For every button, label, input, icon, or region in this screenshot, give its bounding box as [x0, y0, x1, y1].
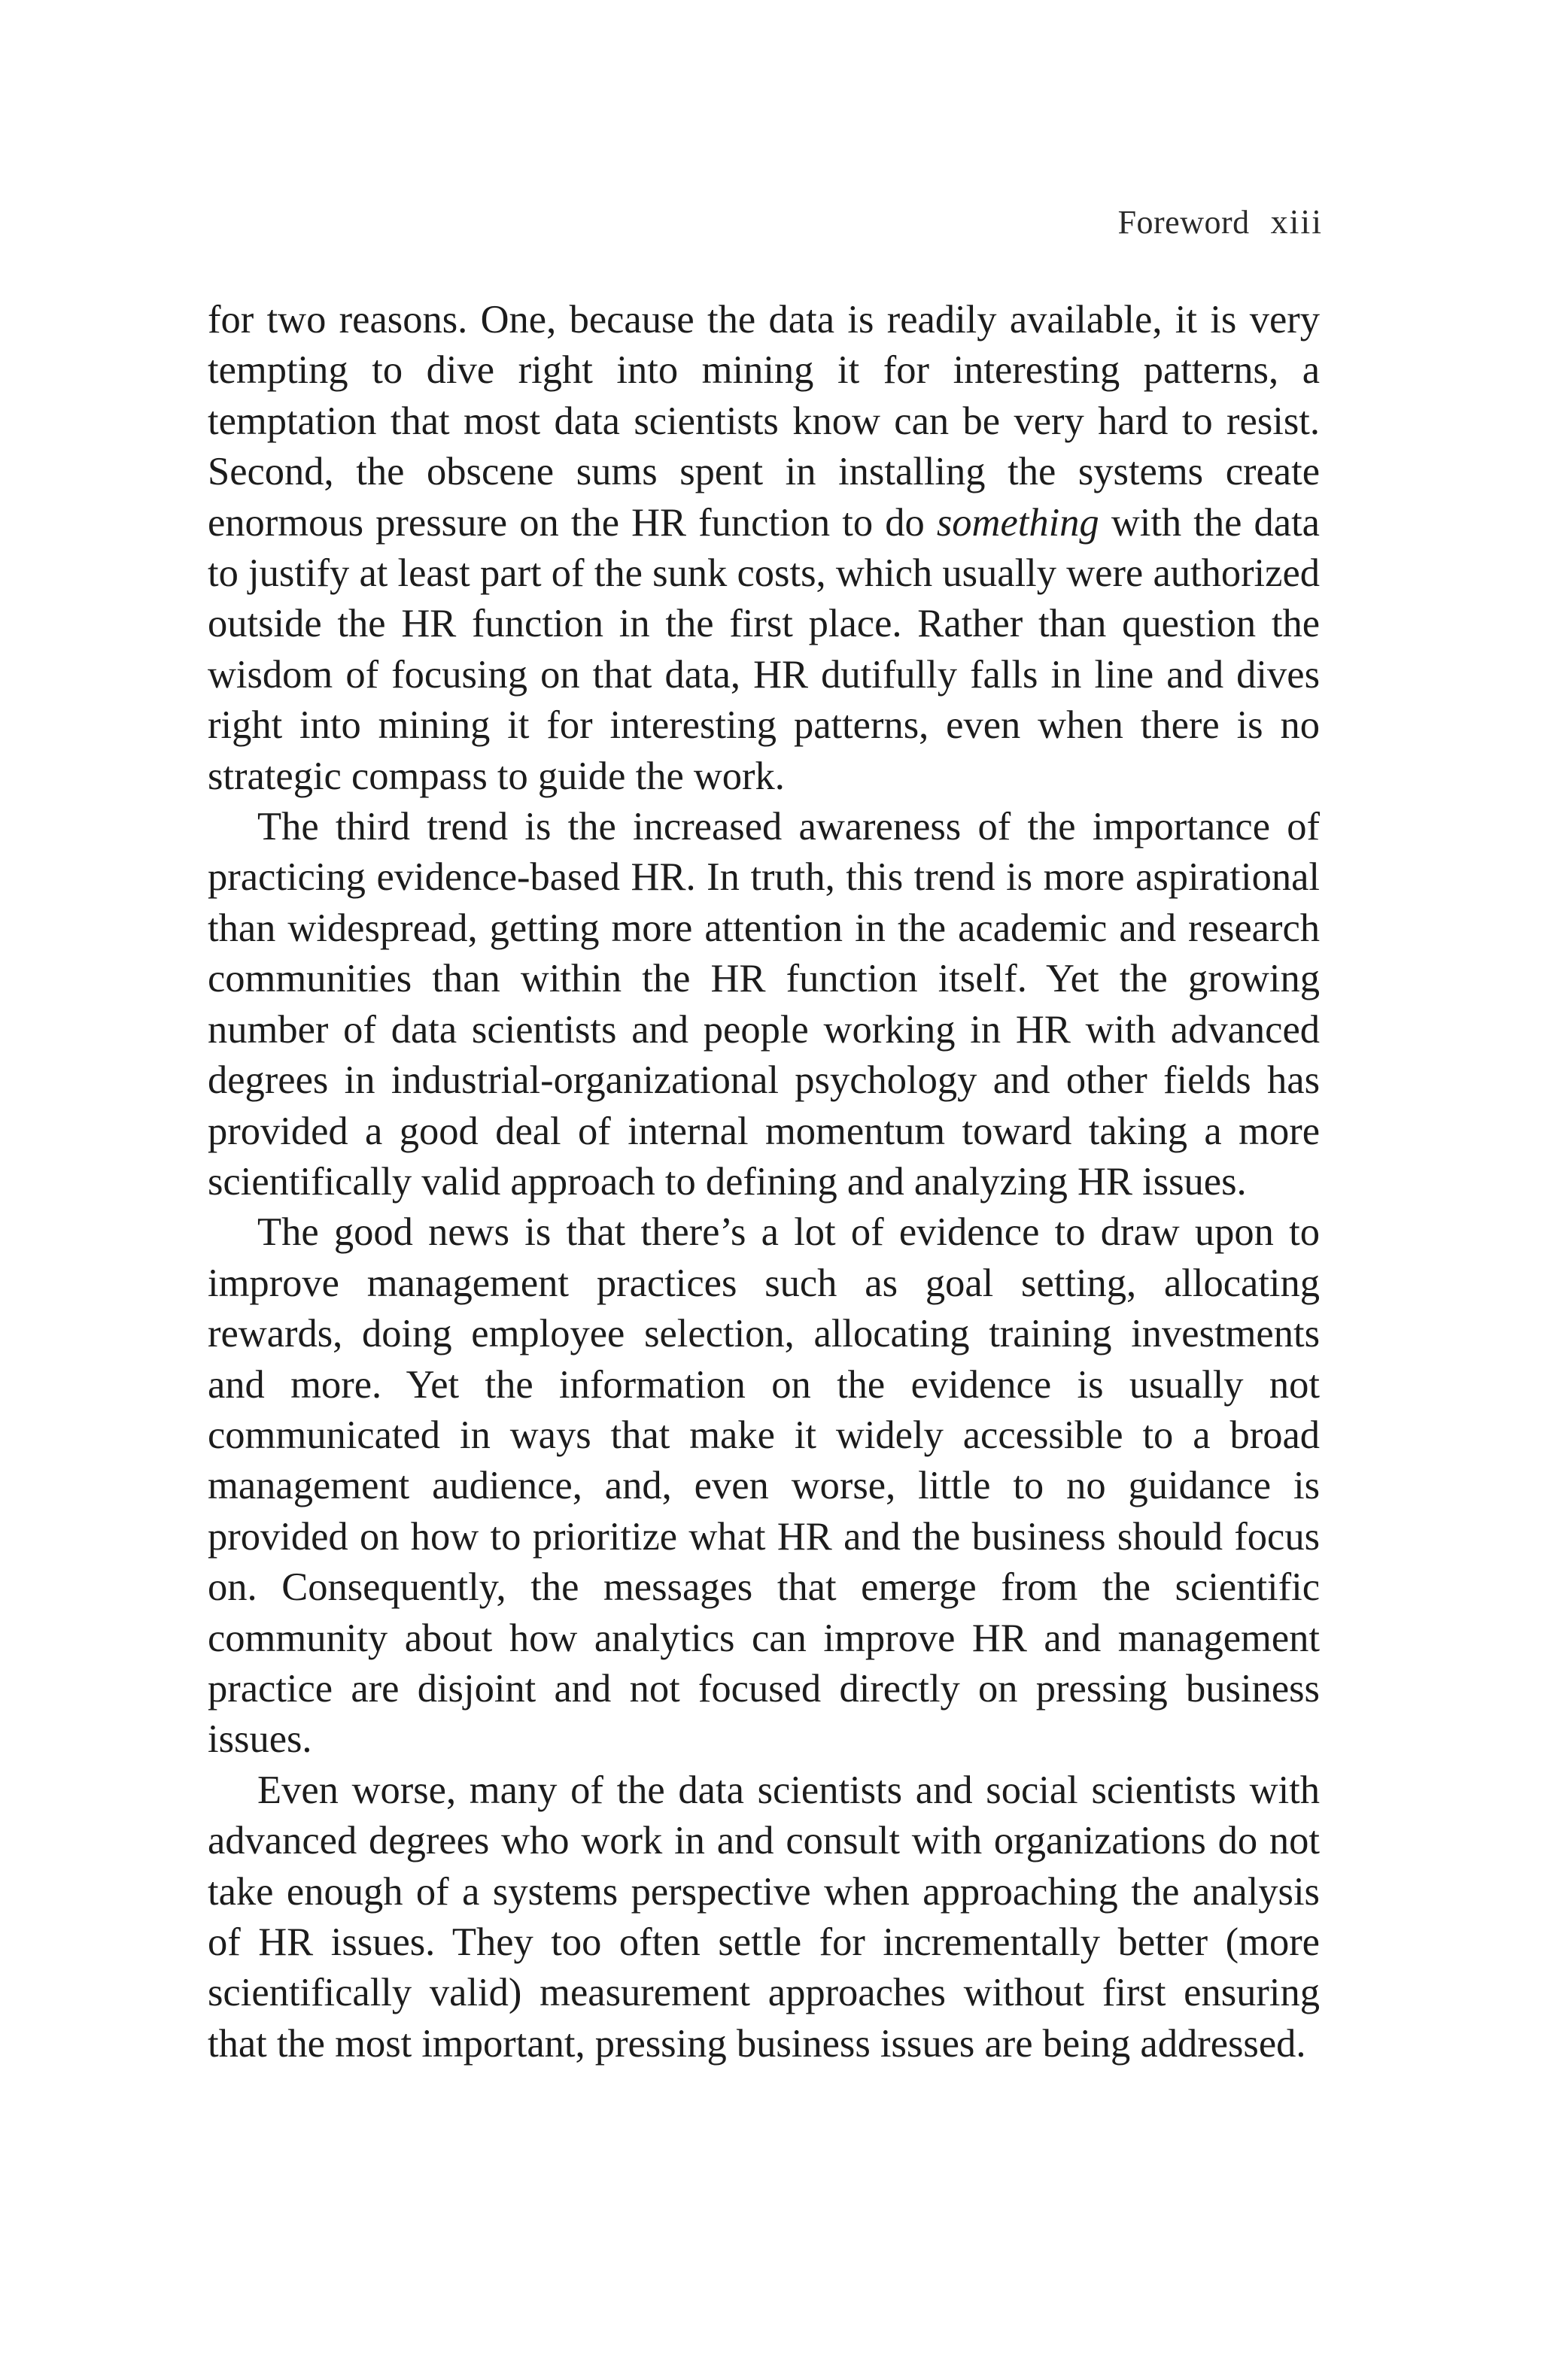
paragraph-4 [208, 1765, 1320, 2069]
paragraph-1 [208, 295, 1320, 802]
paragraph-3 [208, 1207, 1320, 1765]
paragraph-1-italic-emphasis: something [936, 500, 1099, 545]
paragraph-3-text: The good news is that there’s a lot of evidence to draw upon to improve management practices such as goal setting, allocating rewards, doing employee selection, allocating training investments and more. Yet the information on the evidence is usually not communicated in ways that make it widely accessible to a broad management audience, and, even worse, little to no guidance is provided on how to prioritize what HR and the business should focus on. Consequently, the messages that emerge from the scientific community about how analytics can improve HR and management practice are disjoint and not focused directly on pressing business issues. [208, 1210, 1320, 1762]
page-number: xiii [1270, 202, 1323, 241]
body-text [208, 295, 1320, 2069]
paragraph-4-text: Even worse, many of the data scientists and social scientists with advanced degrees who work in and consult with organizations do not take enough of a systems perspective when approaching the analysis of HR issues. They too often settle for incrementally better (more scientifically valid) measurement approaches without first ensuring that the most important, pressing business issues are being addressed. [208, 1768, 1320, 2066]
paragraph-2 [208, 802, 1320, 1207]
paragraph-1-text-a: for two reasons. One, because the data is readily available, it is very tempting to dive right into mining it for interesting patterns, a temptation that most data scientists know can be very hard to resist. Second, the obscene sums spent in installing the systems create enormous pressure on the HR function to do [208, 298, 1320, 545]
running-head [1118, 202, 1323, 241]
running-head-section: Foreword [1117, 204, 1250, 241]
paragraph-2-text: The third trend is the increased awareness of the importance of practicing evidence-based HR. In truth, this trend is more aspirational than widespread, getting more attention in the academic and research communities than within the HR function itself. Yet the growing number of data scientists and people working in HR with advanced degrees in industrial-organizational psychology and other fields has provided a good deal of internal momentum toward taking a more scientifically valid approach to defining and analyzing HR issues. [208, 805, 1320, 1204]
paragraph-1-text-b: with the data to justify at least part of the sunk costs, which usually were authorized outside the HR function in the first place. Rather than question the wisdom of focusing on that data, HR dutifully falls in line and dives right into mining it for interesting patterns, even when there is no strategic compass to guide the work. [208, 500, 1320, 798]
